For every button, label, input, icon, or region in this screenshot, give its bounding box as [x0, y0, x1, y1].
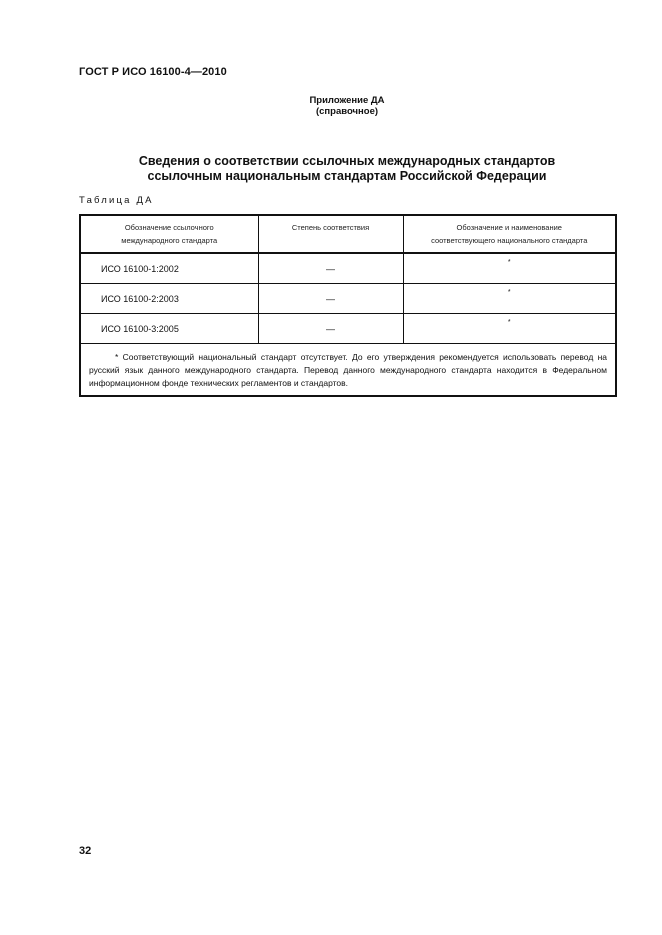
- appendix-subtitle: (справочное): [315, 106, 379, 117]
- correspondence-table: [79, 214, 617, 397]
- table-row: [80, 284, 616, 314]
- section-title-line-1: Сведения о соответствии ссылочных международных стандартов: [138, 154, 556, 168]
- appendix-title: Приложение ДА: [309, 95, 385, 106]
- cell-national: *: [403, 253, 616, 284]
- cell-degree: —: [258, 284, 403, 314]
- table-note: [80, 344, 616, 397]
- table-row: [80, 253, 616, 284]
- appendix-heading: [0, 95, 662, 117]
- column-header-national-standard: Обозначение и наименование соответствующего национального стандарта: [403, 215, 616, 253]
- cell-standard: ИСО 16100-2:2003: [80, 284, 258, 314]
- cell-national: *: [403, 314, 616, 344]
- table-row: [80, 314, 616, 344]
- cell-standard: ИСО 16100-1:2002: [80, 253, 258, 284]
- cell-standard: ИСО 16100-3:2005: [80, 314, 258, 344]
- section-title-line-2: ссылочным национальным стандартам Российской Федерации: [147, 169, 547, 183]
- cell-degree: —: [258, 253, 403, 284]
- column-header-degree: Степень соответствия: [258, 215, 403, 253]
- page-number: 32: [79, 845, 92, 857]
- cell-national: *: [403, 284, 616, 314]
- table-note-text: * Соответствующий национальный стандарт отсутствует. До его утверждения рекомендуется использовать перевод на русский язык данного международного стандарта. Перевод данного международного стандарта находится в Федеральном информационном фонде технических регламентов и стандартов.: [89, 352, 607, 388]
- column-header-international-standard: Обозначение ссылочного международного стандарта: [80, 215, 258, 253]
- table-header-row: [80, 215, 616, 253]
- table-note-row: [80, 344, 616, 397]
- table-caption: Таблица ДА: [79, 195, 154, 206]
- document-header: ГОСТ Р ИСО 16100-4—2010: [79, 66, 227, 78]
- cell-degree: —: [258, 314, 403, 344]
- section-title: [0, 154, 662, 184]
